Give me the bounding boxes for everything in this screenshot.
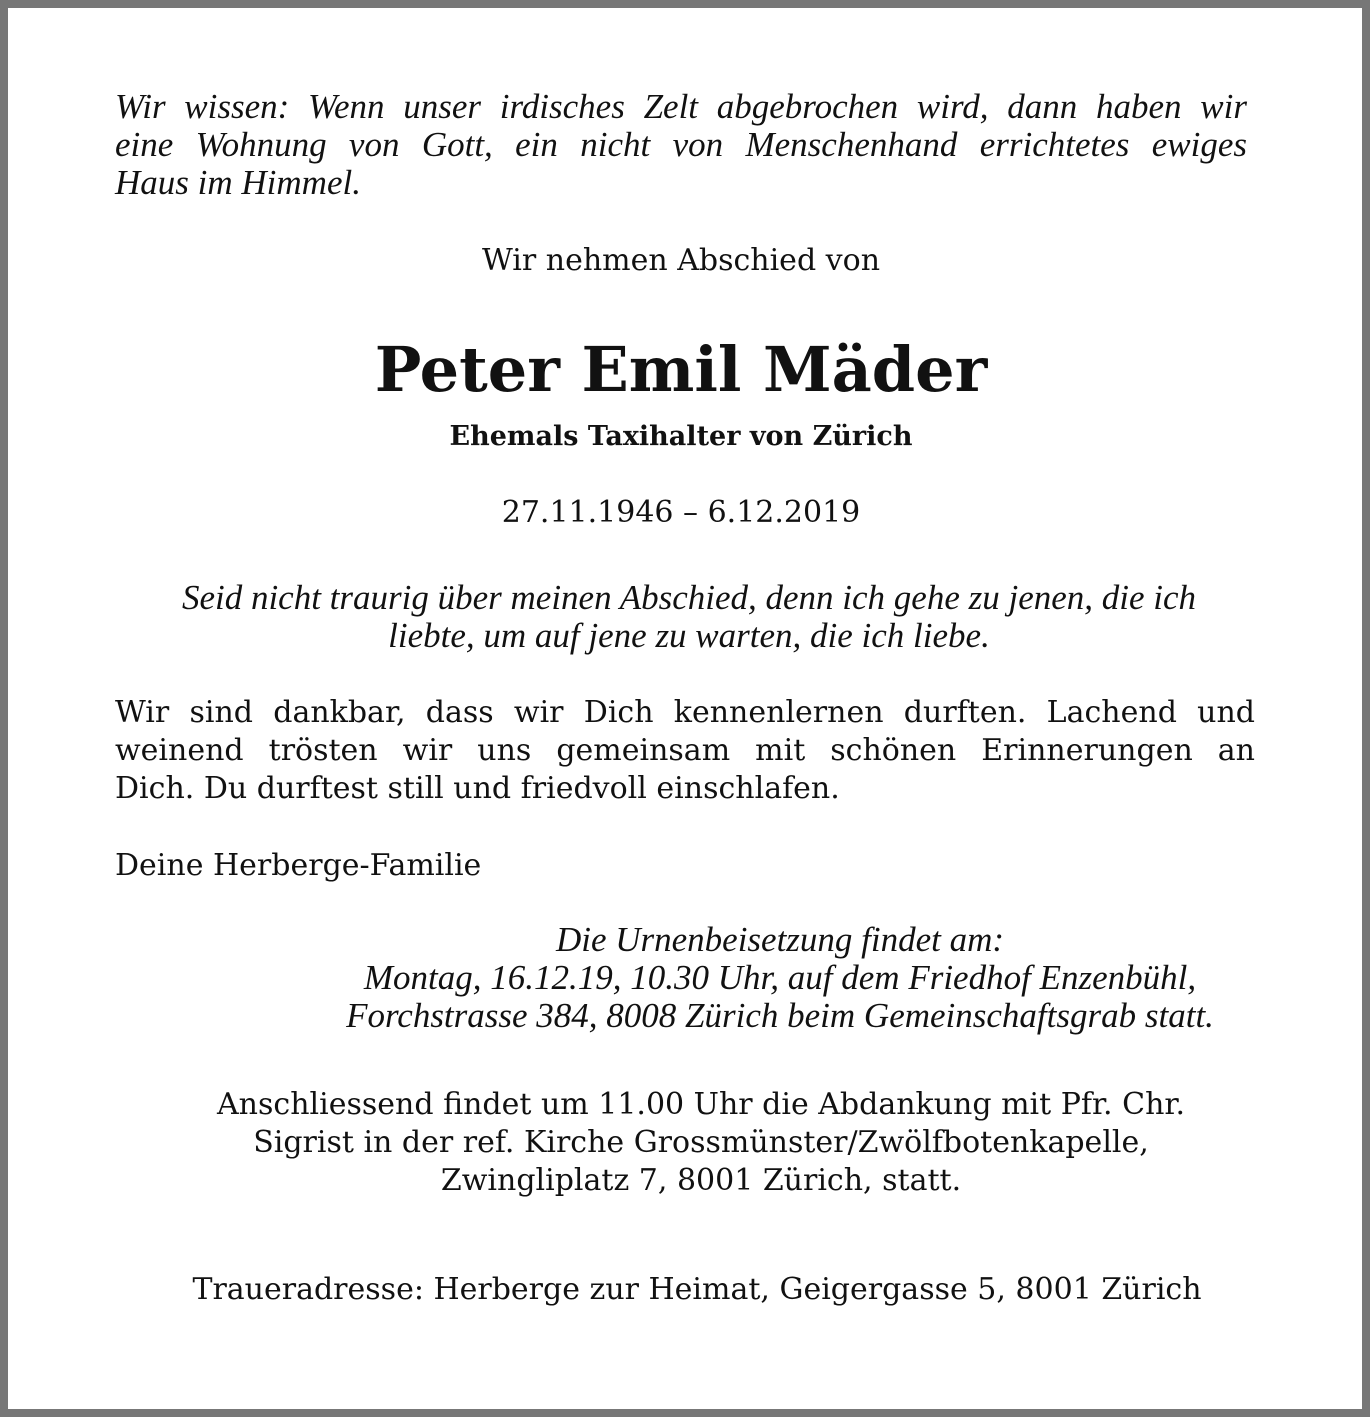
deceased-name: Peter Emil Mäder: [374, 333, 988, 406]
intro-text: Wir nehmen Abschied von: [481, 243, 881, 278]
service-line: Anschliessend findet um 11.00 Uhr die Abdankung mit Pfr. Chr.: [217, 1087, 1185, 1122]
farewell-quote: [8, 579, 1370, 655]
burial-line: Forchstrasse 384, 8008 Zürich beim Gemeinschaftsgrab statt.: [346, 996, 1214, 1035]
quote-line: liebte, um auf jene zu warten, die ich liebe.: [388, 616, 990, 655]
obituary-page: [8, 8, 1362, 1409]
message-line: Dich. Du durftest still und friedvoll einschlafen.: [115, 771, 840, 806]
service-info: [8, 1086, 1370, 1200]
signature: Deine Herberge-Familie: [115, 848, 482, 883]
bible-verse: [115, 88, 1247, 202]
verse-line: Wir wissen: Wenn unser irdisches Zelt abgebrochen wird, dann haben wir: [115, 87, 1247, 126]
burial-info: [280, 921, 1280, 1035]
message-line: Wir sind dankbar, dass wir Dich kennenlernen durften. Lachend und: [115, 695, 1255, 730]
message-line: weinend trösten wir uns gemeinsam mit schönen Erinnerungen an: [115, 733, 1255, 768]
mourning-address: Traueradresse: Herberge zur Heimat, Geigergasse 5, 8001 Zürich: [192, 1272, 1202, 1307]
quote-line: Seid nicht traurig über meinen Abschied, denn ich gehe zu jenen, die ich: [181, 578, 1197, 617]
life-dates: 27.11.1946 – 6.12.2019: [501, 495, 861, 530]
verse-line: eine Wohnung von Gott, ein nicht von Menschenhand errichtetes ewiges: [115, 125, 1247, 164]
service-line: Sigrist in der ref. Kirche Grossmünster/Zwölfbotenkapelle,: [253, 1125, 1149, 1160]
deceased-occupation: Ehemals Taxihalter von Zürich: [449, 421, 913, 452]
verse-line: Haus im Himmel.: [115, 163, 361, 202]
burial-line: Die Urnenbeisetzung findet am:: [555, 920, 1005, 959]
burial-line: Montag, 16.12.19, 10.30 Uhr, auf dem Friedhof Enzenbühl,: [363, 958, 1197, 997]
service-line: Zwingliplatz 7, 8001 Zürich, statt.: [440, 1163, 962, 1198]
message-paragraph: [115, 694, 1255, 808]
